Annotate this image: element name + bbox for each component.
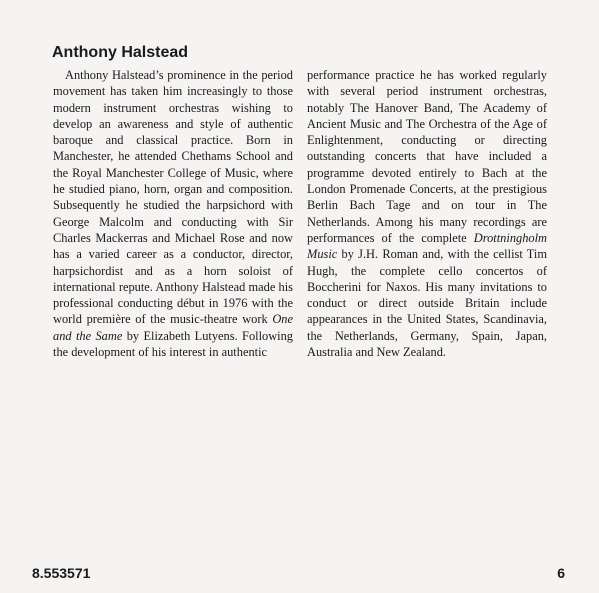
biography-text: by Elizabeth Lutyens. Following the development of his interest in authentic	[53, 328, 293, 360]
biography-text: performance practice he has worked regularly with several period instrument orchestras, notably The Hanover Band, The Academy of Ancient Music and The Orchestra of the Age of Enlightenment, conducting or directing outstanding concerts that have included a programme devoted entirely to Bach at the London Promenade Concerts, at the prestigious Berlin Bach Tage and on tour in The Netherlands. Among his many recordings are performances of the complete	[307, 68, 547, 245]
work-title: Drottningholm Music	[307, 230, 547, 262]
page-title: Anthony Halstead	[52, 44, 189, 61]
biography-column-right	[307, 67, 547, 360]
biography-text: by J.H. Roman and, with the cellist Tim Hugh, the complete cello concertos of Boccherini for Naxos. His many invitations to conduct or direct outside Britain include appearances in the United States, Scandinavia, the Netherlands, Germany, Spain, Japan, Australia and New Zealand.	[307, 247, 547, 360]
work-title: One and the Same	[53, 312, 293, 343]
biography-text: Anthony Halstead’s prominence in the period movement has taken him increasingly to those modern instrument orchestras wishing to develop an awareness and style of authentic baroque and classical practice. Born in Manchester, he attended Chethams School and the Royal Manchester College of Music, where he studied piano, horn, organ and composition. Subsequently he studied the harpsichord with George Malcolm and conducting with Sir Charles Mackerras and Michael Rose and now has a varied career as a conductor, director, harpsichordist and as a horn soloist of international repute. Anthony Halstead made his professional conducting début in 1976 with the world première of the music-theatre work	[53, 68, 293, 327]
catalog-number: 8.553571	[32, 565, 91, 581]
page-number: 6	[557, 565, 565, 581]
biography-column-left	[53, 67, 293, 360]
